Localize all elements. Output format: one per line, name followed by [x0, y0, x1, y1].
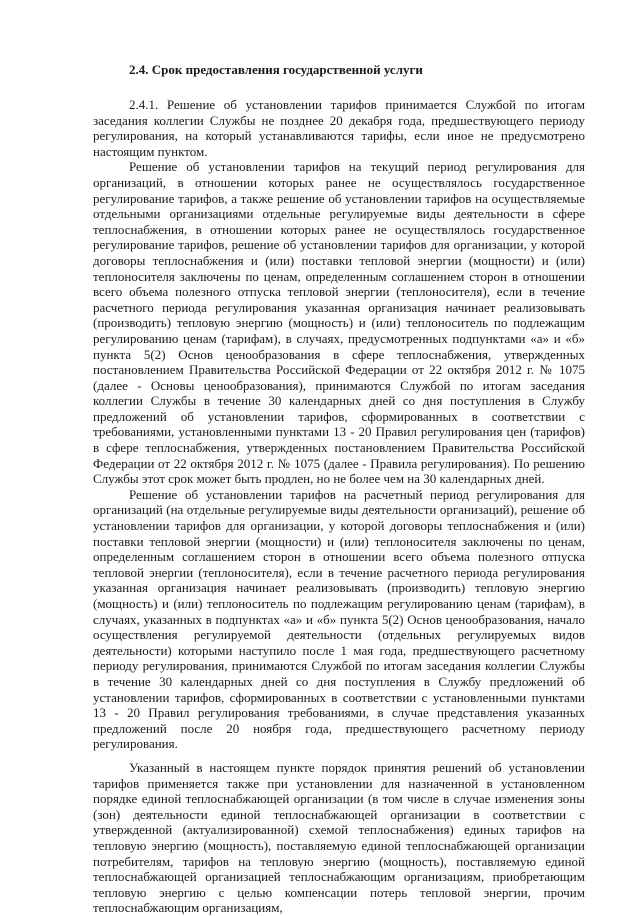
document-page: [93, 62, 585, 916]
paragraph-2-4-1: 2.4.1. Решение об установлении тарифов принимается Службой по итогам заседания коллегии Службы не позднее 20 декабря года, предшествующего периоду регулирования, на который устанавливаются тарифы, если иное не предусмотрено настоящим пунктом.: [93, 97, 585, 159]
section-heading: 2.4. Срок предоставления государственной услуги: [129, 62, 423, 77]
paragraph-settlement-period: Решение об установлении тарифов на расчетный период регулирования для организаций (на отдельные регулируемые виды деятельности организаций), решение об установлении тарифов для организации, у которой договоры теплоснабжения и (или) поставки тепловой энергии (мощности) и (или) теплоносителя заключены по ценам, определенным соглашением сторон в отношении всего объема полезного отпуска тепловой энергии (теплоносителя), если в течение расчетного периода регулирования указанная организация начинает реализовывать (производить) тепловую энергию (мощность) и (или) теплоноситель по подлежащим регулированию ценам (тарифам), в случаях, указанных в подпунктах «а» и «б» пункта 5(2) Основ ценообразования, начало осуществления регулируемой деятельности (отдельных регулируемых видов деятельности) которыми наступило после 1 мая года, предшествующего расчетному периоду регулирования, принимаются Службой по итогам заседания коллегии Службы в течение 30 календарных дней со дня поступления в Службу предложений об установлении тарифов, сформированных в соответствии с установленными пунктами 13 - 20 Правил регулирования требованиями, в случае представления указанных предложений после 20 ноября года, предшествующего расчетному периоду регулирования.: [93, 486, 585, 752]
paragraph-current-period: Решение об установлении тарифов на текущий период регулирования для организаций, в отношении которых ранее не осуществлялось государственное регулирование тарифов, а также решение об установлении тарифов на осуществляемые отдельными организациями отдельные регулируемые виды деятельности в сфере теплоснабжения, в отношении которых ранее не осуществлялось государственное регулирование тарифов, решение об установлении тарифов для организации, у которой договоры теплоснабжения и (или) поставки тепловой энергии (мощности) и (или) теплоносителя заключены по ценам, определенным соглашением сторон в отношении всего объема полезного отпуска тепловой энергии (теплоносителя), если в течение расчетного периода регулирования указанная организация начинает реализовывать (производить) тепловую энергию (мощность) и (или) теплоноситель по подлежащим регулированию ценам (тарифам), в случаях, предусмотренных подпунктами «а» и «б» пункта 5(2) Основ ценообразования в сфере теплоснабжения, утвержденных постановлением Правительства Российской Федерации от 22 октября 2012 г. № 1075 (далее - Основы ценообразования), принимаются Службой по итогам заседания коллегии Службы в течение 30 календарных дней со дня поступления в Службу предложений об установлении тарифов, сформированных в соответствии с требованиями, установленными пунктами 13 - 20 Правил регулирования цен (тарифов) в сфере теплоснабжения, утвержденных постановлением Правительства Российской Федерации от 22 октября 2012 г. № 1075 (далее - Правила регулирования). По решению Службы этот срок может быть продлен, но не более чем на 30 календарных дней.: [93, 159, 585, 487]
paragraph-procedure-scope: Указанный в настоящем пункте порядок принятия решений об установлении тарифов применяется также при установлении для назначенной в установленном порядке единой теплоснабжающей организации (в том числе в случае изменения зоны (зон) деятельности единой теплоснабжающей организации в соответствии с утвержденной (актуализированной) схемой теплоснабжения) единых тарифов на тепловую энергию (мощность), поставляемую единой теплоснабжающей организации потребителям, тарифов на тепловую энергию (мощность), поставляемую единой теплоснабжающей организацией теплоснабжающим организациям, приобретающим тепловую энергию с целью компенсации потерь тепловой энергии, прочим теплоснабжающим организациям,: [93, 759, 585, 916]
